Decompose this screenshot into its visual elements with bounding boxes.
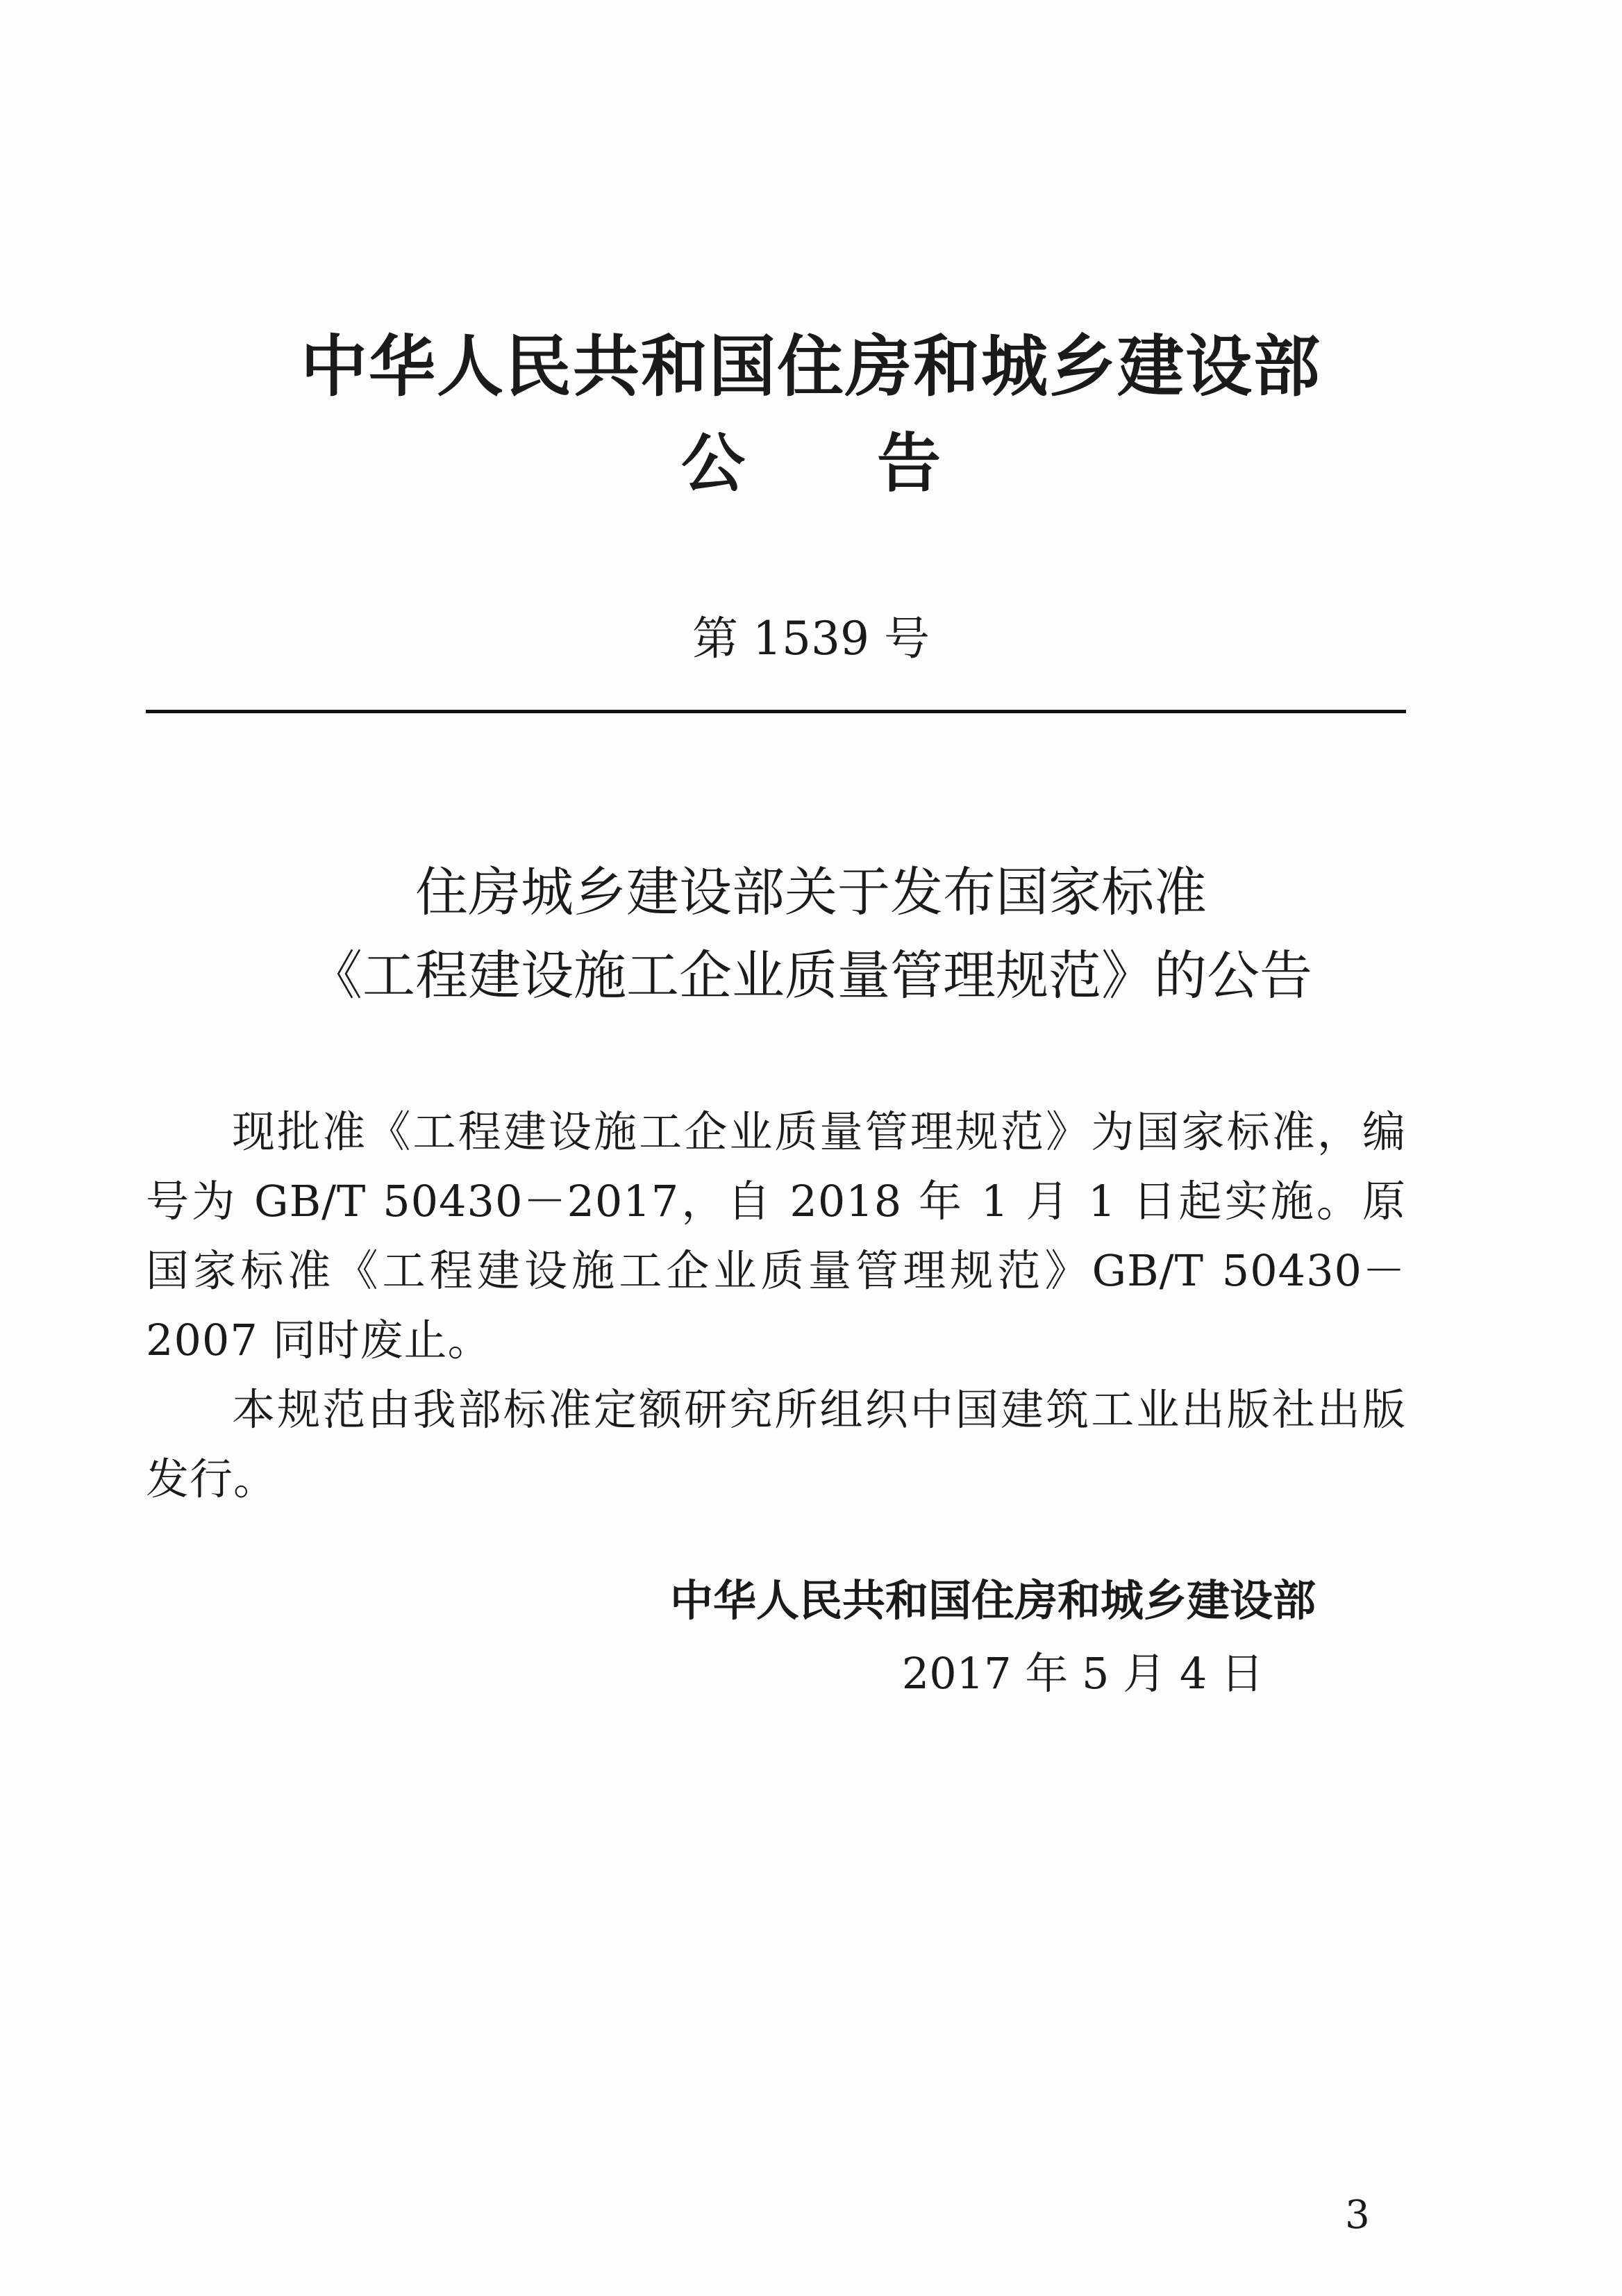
body-paragraph-2: 本规范由我部标准定额研究所组织中国建筑工业出版社出版发行。 bbox=[146, 1384, 1406, 1504]
issue-date: 2017 年 5 月 4 日 bbox=[901, 1648, 1264, 1699]
announcement-title-line-1: 住房城乡建设部关于发布国家标准 bbox=[415, 861, 1207, 923]
document-number: 第 1539 号 bbox=[692, 612, 930, 665]
announcement-title-line-2: 《工程建设施工企业质量管理规范》的公告 bbox=[310, 945, 1312, 1006]
body-paragraph-1: 现批准《工程建设施工企业质量管理规范》为国家标准，编号为 GB/T 50430－2017，自 2018 年 1 月 1 日起实施。原国家标准《工程建设施工企业质量管理规范》GB/T 50430－2007 同时废止。 bbox=[146, 1106, 1406, 1365]
header-divider bbox=[146, 710, 1406, 713]
issuer-name: 中华人民共和国住房和城乡建设部 bbox=[301, 328, 1321, 406]
issuer-signature: 中华人民共和国住房和城乡建设部 bbox=[669, 1575, 1316, 1626]
page-number: 3 bbox=[1345, 2193, 1370, 2238]
announcement-title bbox=[0, 851, 1622, 1017]
announcement-body bbox=[146, 1097, 1406, 1514]
document-type: 公告 bbox=[681, 426, 1073, 501]
